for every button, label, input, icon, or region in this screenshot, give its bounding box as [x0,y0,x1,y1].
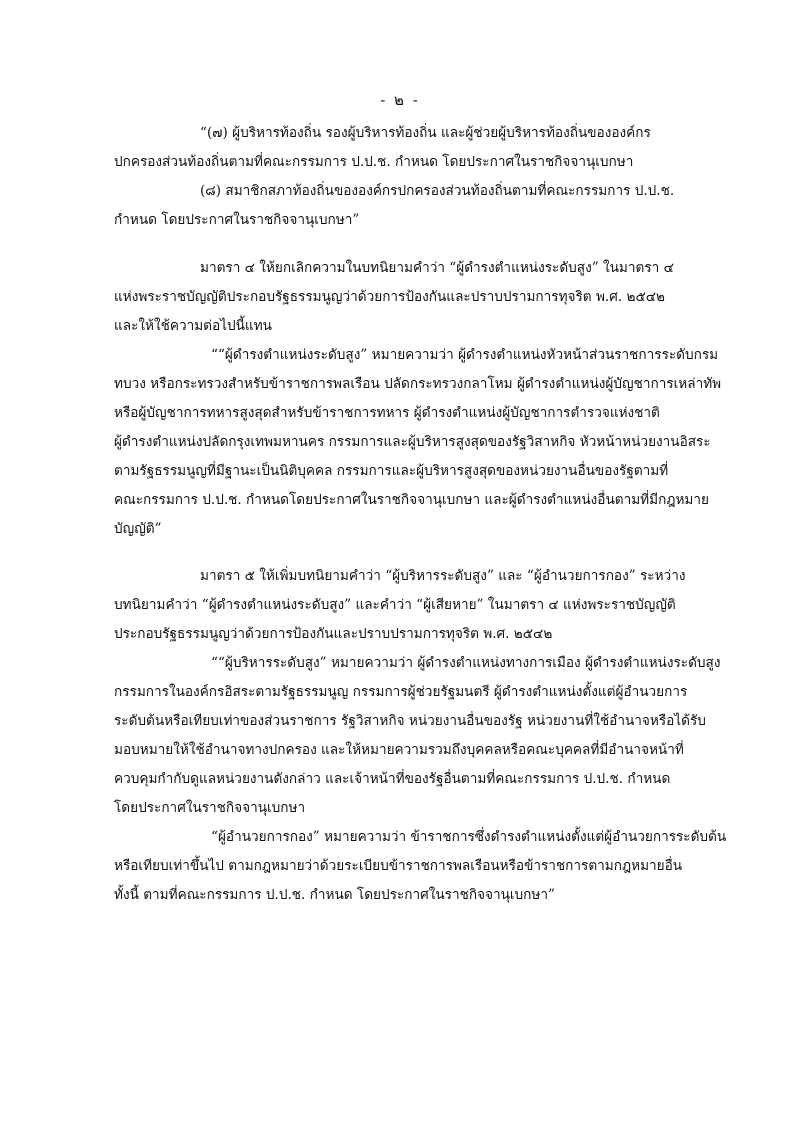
text-line: ทั้งนี้ ตามที่คณะกรรมการ ป.ป.ช. กำหนด โดยประกาศในราชกิจจานุเบกษา” [114,887,555,903]
text-line: “ผู้อำนวยการกอง” หมายความว่า ข้าราชการซึ่งดำรงตำแหน่งตั้งแต่ผู้อำนวยการระดับต้น [211,829,727,845]
text-line: มาตรา ๕ ให้เพิ่มบทนิยามคำว่า “ผู้บริหารระดับสูง” และ “ผู้อำนวยการกอง” ระหว่าง [200,568,686,584]
text-line: ผู้ดำรงตำแหน่งปลัดกรุงเทพมหานคร กรรมการและผู้บริหารสูงสุดของรัฐวิสาหกิจ หัวหน้าหน่วยงานอิสระ [114,434,711,450]
text-line: (๘) สมาชิกสภาท้องถิ่นขององค์กรปกครองส่วนท้องถิ่นตามที่คณะกรรมการ ป.ป.ช. [200,183,675,199]
page-number: - ๒ - [380,91,420,109]
text-line: กรรมการในองค์กรอิสระตามรัฐธรรมนูญ กรรมการผู้ช่วยรัฐมนตรี ผู้ดำรงตำแหน่งตั้งแต่ผู้อำนวยการ [114,684,688,700]
text-line: “(๗) ผู้บริหารท้องถิ่น รองผู้บริหารท้องถิ่น และผู้ช่วยผู้บริหารท้องถิ่นขององค์กร [200,125,651,141]
text-line: หรือเทียบเท่าขึ้นไป ตามกฎหมายว่าด้วยระเบียบข้าราชการพลเรือนหรือข้าราชการตามกฎหมายอื่น [114,858,683,874]
text-line: ทบวง หรือกระทรวงสำหรับข้าราชการพลเรือน ปลัดกระทรวงกลาโหม ผู้ดำรงตำแหน่งผู้บัญชาการเหล่าทัพ [114,376,722,392]
text-line: โดยประกาศในราชกิจจานุเบกษา [114,800,306,816]
text-line: มอบหมายให้ใช้อำนาจทางปกครอง และให้หมายความรวมถึงบุคคลหรือคณะบุคคลที่มีอำนาจหน้าที่ [114,742,684,758]
text-line: หรือผู้บัญชาการทหารสูงสุดสำหรับข้าราชการทหาร ผู้ดำรงตำแหน่งผู้บัญชาการตำรวจแห่งชาติ [114,405,660,421]
text-line: ควบคุมกำกับดูแลหน่วยงานดังกล่าว และเจ้าหน้าที่ของรัฐอื่นตามที่คณะกรรมการ ป.ป.ช. กำหนด [114,771,671,787]
text-line: ตามรัฐธรรมนูญที่มีฐานะเป็นนิติบุคคล กรรมการและผู้บริหารสูงสุดของหน่วยงานอื่นของรัฐตามที่ [114,463,669,479]
text-line: ปกครองส่วนท้องถิ่นตามที่คณะกรรมการ ป.ป.ช. กำหนด โดยประกาศในราชกิจจานุเบกษา [114,154,634,170]
text-line: ““ผู้บริหารระดับสูง” หมายความว่า ผู้ดำรงตำแหน่งทางการเมือง ผู้ดำรงตำแหน่งระดับสูง [211,655,721,671]
text-line: แห่งพระราชบัญญัติประกอบรัฐธรรมนูญว่าด้วยการป้องกันและปราบปรามการทุจริต พ.ศ. ๒๕๔๒ [114,289,666,305]
text-line: ““ผู้ดำรงตำแหน่งระดับสูง” หมายความว่า ผู้ดำรงตำแหน่งหัวหน้าส่วนราชการระดับกรม [211,347,719,363]
text-line: บัญญัติ” [114,521,162,537]
text-line: คณะกรรมการ ป.ป.ช. กำหนดโดยประกาศในราชกิจจานุเบกษา และผู้ดำรงตำแหน่งอื่นตามที่มีกฎหมาย [114,492,709,508]
text-line: บทนิยามคำว่า “ผู้ดำรงตำแหน่งระดับสูง” และคำว่า “ผู้เสียหาย” ในมาตรา ๔ แห่งพระราชบัญญัติ [114,597,676,613]
text-line: ประกอบรัฐธรรมนูญว่าด้วยการป้องกันและปราบปรามการทุจริต พ.ศ. ๒๕๔๒ [114,626,553,642]
text-line: กำหนด โดยประกาศในราชกิจจานุเบกษา” [114,212,360,228]
text-line: ระดับต้นหรือเทียบเท่าของส่วนราชการ รัฐวิสาหกิจ หน่วยงานอื่นของรัฐ หน่วยงานที่ใช้อำนาจหรือได้รับ [114,713,706,729]
text-line: มาตรา ๔ ให้ยกเลิกความในบทนิยามคำว่า “ผู้ดำรงตำแหน่งระดับสูง” ในมาตรา ๔ [200,260,674,276]
text-line: และให้ใช้ความต่อไปนี้แทน [114,318,272,334]
